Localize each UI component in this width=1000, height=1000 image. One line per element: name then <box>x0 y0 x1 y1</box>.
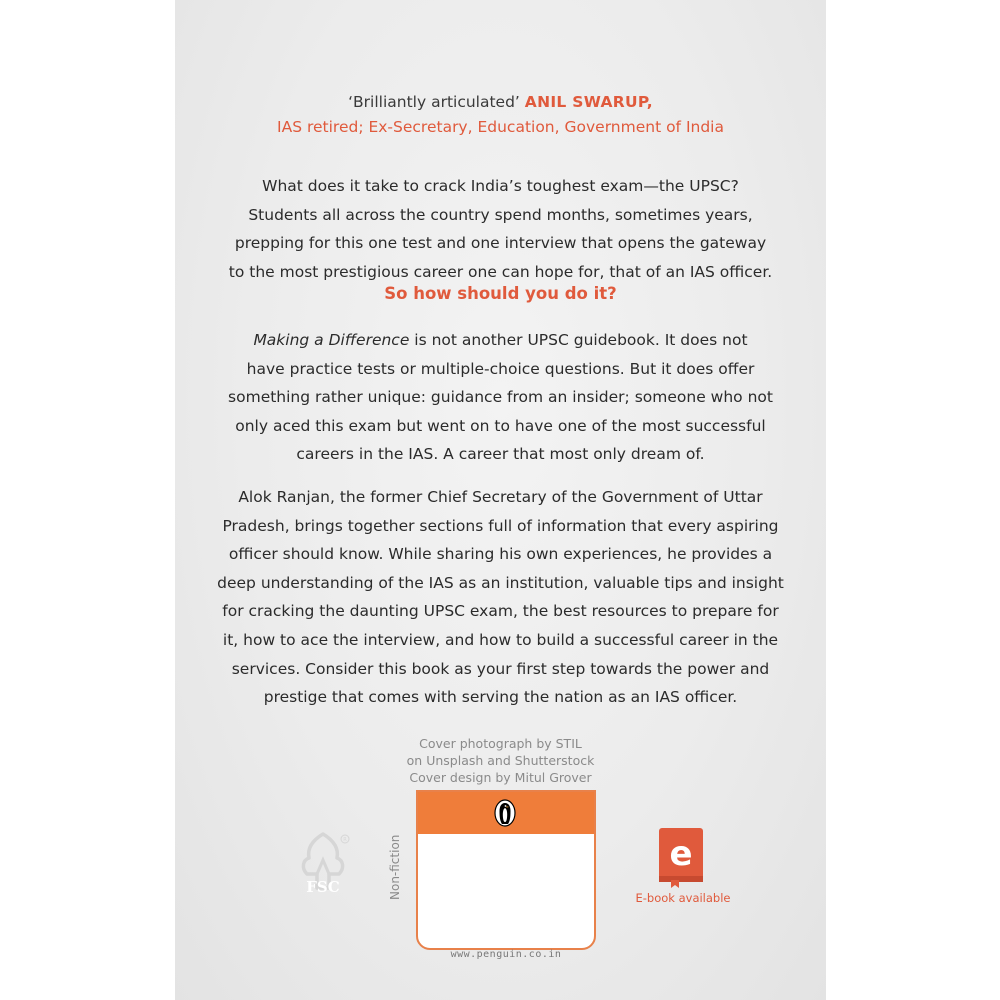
svg-text:R: R <box>343 837 347 843</box>
back-cover <box>175 0 826 1000</box>
text-line: prepping for this one test and one interview that opens the gateway <box>234 234 767 253</box>
quote-author-role: IAS retired; Ex-Secretary, Education, Government of India <box>277 117 724 136</box>
text-line: careers in the IAS. A career that most only dream of. <box>296 445 705 464</box>
ebook-label: E-book available <box>635 891 731 905</box>
highlight-question: So how should you do it? <box>384 284 617 303</box>
text-line: is not another UPSC guidebook. It does not <box>409 331 748 349</box>
description-paragraph <box>175 326 826 469</box>
category-label: Non-fiction <box>388 834 402 900</box>
text-line: officer should know. While sharing his own experiences, he provides a <box>228 545 773 564</box>
text-line: to the most prestigious career one can hope for, that of an IAS officer. <box>228 262 773 281</box>
cover-credits <box>175 735 826 786</box>
endorsement-quote <box>175 90 826 140</box>
text-line: something rather unique: guidance from an insider; someone who not <box>228 388 773 407</box>
credit-line: Cover photograph by STIL <box>419 736 582 751</box>
fsc-label: FSC <box>306 878 340 896</box>
publisher-website: www.penguin.co.in <box>450 949 562 960</box>
penguin-band <box>418 792 594 834</box>
quote-text: ‘Brilliantly articulated’ <box>348 93 520 111</box>
text-line: services. Consider this book as your first step towards the power and <box>231 659 770 678</box>
credit-line: on Unsplash and Shutterstock <box>406 753 595 768</box>
svg-text:e: e <box>669 834 693 874</box>
barcode-box <box>416 790 596 950</box>
text-line: for cracking the daunting UPSC exam, the best resources to prepare for <box>222 602 779 621</box>
quote-author: ANIL SWARUP, <box>524 93 653 111</box>
text-line: have practice tests or multiple-choice questions. But it does offer <box>246 359 755 378</box>
author-paragraph <box>175 483 826 712</box>
text-line: Students all across the country spend months, sometimes years, <box>248 205 753 224</box>
credit-line: Cover design by Mitul Grover <box>409 770 592 785</box>
text-line: Alok Ranjan, the former Chief Secretary of the Government of Uttar <box>238 488 763 506</box>
text-line: What does it take to crack India’s toughest exam—the UPSC? <box>262 177 739 195</box>
text-line: prestige that comes with serving the nation as an IAS officer. <box>263 688 738 707</box>
text-line: it, how to ace the interview, and how to build a successful career in the <box>222 630 779 649</box>
book-title: Making a Difference <box>253 331 410 349</box>
text-line: Pradesh, brings together sections full of information that every aspiring <box>222 516 779 535</box>
text-line: only aced this exam but went on to have one of the most successful <box>235 416 766 435</box>
penguin-logo-icon <box>494 799 516 827</box>
ebook-icon <box>657 827 705 889</box>
intro-paragraph <box>175 172 826 286</box>
text-line: deep understanding of the IAS as an institution, valuable tips and insight <box>217 573 784 592</box>
